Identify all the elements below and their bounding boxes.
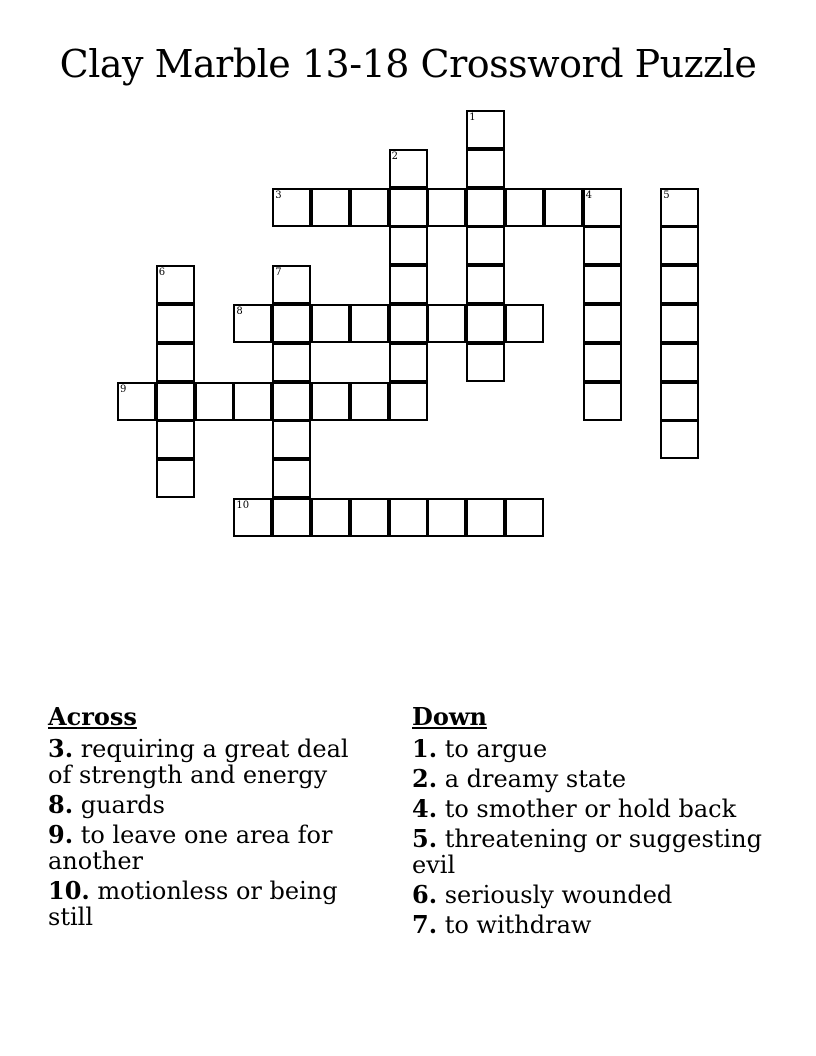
clue-text: to smother or hold back	[444, 795, 737, 823]
grid-cell[interactable]	[272, 382, 311, 421]
grid-cell[interactable]	[466, 304, 505, 343]
grid-cell[interactable]	[660, 226, 699, 265]
clue-across-8	[48, 792, 368, 818]
grid-cell[interactable]	[427, 188, 466, 227]
grid-cell[interactable]	[233, 304, 272, 343]
clue-text: a dreamy state	[444, 765, 627, 793]
grid-cell[interactable]	[583, 343, 622, 382]
grid-cell[interactable]	[505, 498, 544, 537]
grid-cell[interactable]	[156, 265, 195, 304]
grid-cell[interactable]	[660, 382, 699, 421]
grid-cell[interactable]	[389, 343, 428, 382]
grid-cell[interactable]	[311, 188, 350, 227]
grid-cell[interactable]	[350, 382, 389, 421]
grid-cell[interactable]	[660, 265, 699, 304]
grid-cell[interactable]	[156, 420, 195, 459]
grid-cell[interactable]	[660, 343, 699, 382]
grid-cell[interactable]	[466, 265, 505, 304]
grid-cell[interactable]	[466, 149, 505, 188]
clue-text: threatening or suggesting evil	[412, 825, 762, 879]
grid-cell[interactable]	[583, 304, 622, 343]
grid-cell[interactable]	[660, 304, 699, 343]
across-clues	[48, 704, 368, 934]
grid-cell[interactable]	[156, 382, 195, 421]
clue-number: 6.	[412, 880, 438, 909]
grid-cell[interactable]	[195, 382, 234, 421]
clue-number-label: 4	[585, 189, 592, 201]
grid-cell[interactable]	[466, 343, 505, 382]
grid-cell[interactable]	[466, 226, 505, 265]
grid-cell[interactable]	[389, 265, 428, 304]
clue-text: seriously wounded	[444, 881, 673, 909]
across-heading: Across	[48, 702, 137, 731]
clue-number: 3.	[48, 734, 74, 763]
grid-cell[interactable]	[389, 188, 428, 227]
grid-cell[interactable]	[427, 304, 466, 343]
clue-text: to leave one area for another	[48, 821, 333, 875]
clue-text: motionless or being still	[48, 877, 338, 931]
clue-down-2	[412, 766, 782, 792]
clue-number: 2.	[412, 764, 438, 793]
grid-cell[interactable]	[272, 420, 311, 459]
grid-cell[interactable]	[156, 304, 195, 343]
clue-number: 4.	[412, 794, 438, 823]
clue-number: 5.	[412, 824, 438, 853]
grid-cell[interactable]	[389, 149, 428, 188]
grid-cell[interactable]	[272, 343, 311, 382]
clue-text: to withdraw	[444, 911, 592, 939]
clue-number: 10.	[48, 876, 90, 905]
grid-cell[interactable]	[272, 188, 311, 227]
clue-number-label: 10	[236, 500, 250, 511]
grid-cell[interactable]	[156, 459, 195, 498]
grid-cell[interactable]	[389, 498, 428, 537]
page-title: Clay Marble 13-18 Crossword Puzzle	[59, 42, 757, 86]
clue-number-label: 1	[469, 112, 476, 123]
clue-across-3	[48, 736, 368, 788]
clue-down-1	[412, 736, 782, 762]
grid-cell[interactable]	[583, 226, 622, 265]
grid-cell[interactable]	[389, 382, 428, 421]
grid-cell[interactable]	[583, 382, 622, 421]
grid-cell[interactable]	[117, 382, 156, 421]
clue-number-label: 6	[158, 267, 166, 279]
grid-cell[interactable]	[311, 304, 350, 343]
clue-number-label: 5	[663, 189, 670, 201]
clue-number-label: 8	[236, 306, 243, 317]
grid-cell[interactable]	[505, 304, 544, 343]
grid-cell[interactable]	[427, 498, 466, 537]
grid-cell[interactable]	[233, 498, 272, 537]
clue-number-label: 2	[391, 150, 398, 162]
grid-cell[interactable]	[583, 265, 622, 304]
grid-cell[interactable]	[350, 188, 389, 227]
clue-down-7	[412, 912, 782, 938]
clue-text: to argue	[444, 735, 548, 763]
grid-cell[interactable]	[311, 498, 350, 537]
clue-number: 1.	[412, 734, 438, 763]
grid-cell[interactable]	[272, 265, 311, 304]
grid-cell[interactable]	[156, 343, 195, 382]
clue-text: guards	[80, 791, 165, 819]
grid-cell[interactable]	[389, 226, 428, 265]
grid-cell[interactable]	[311, 382, 350, 421]
clue-number: 8.	[48, 790, 74, 819]
grid-cell[interactable]	[583, 188, 622, 227]
grid-cell[interactable]	[272, 459, 311, 498]
grid-cell[interactable]	[660, 188, 699, 227]
clue-down-5	[412, 826, 782, 878]
grid-cell[interactable]	[350, 498, 389, 537]
clue-down-4	[412, 796, 782, 822]
grid-cell[interactable]	[350, 304, 389, 343]
clue-text: requiring a great deal of strength and energy	[48, 735, 349, 789]
grid-cell[interactable]	[466, 110, 505, 149]
grid-cell[interactable]	[389, 304, 428, 343]
grid-cell[interactable]	[466, 188, 505, 227]
clue-number: 9.	[48, 820, 74, 849]
clue-down-6	[412, 882, 782, 908]
clue-across-9	[48, 822, 368, 874]
grid-cell[interactable]	[660, 420, 699, 459]
clue-number: 7.	[412, 910, 438, 939]
clue-number-label: 3	[275, 189, 282, 201]
down-heading: Down	[412, 702, 487, 731]
grid-cell[interactable]	[466, 498, 505, 537]
grid-cell[interactable]	[272, 304, 311, 343]
grid-cell[interactable]	[272, 498, 311, 537]
down-clues	[412, 704, 782, 942]
clue-across-10	[48, 878, 368, 930]
grid-cell[interactable]	[233, 382, 272, 421]
grid-cell[interactable]	[505, 188, 544, 227]
clue-number-label: 9	[120, 383, 127, 395]
clue-number-label: 7	[275, 267, 282, 279]
grid-cell[interactable]	[544, 188, 583, 227]
